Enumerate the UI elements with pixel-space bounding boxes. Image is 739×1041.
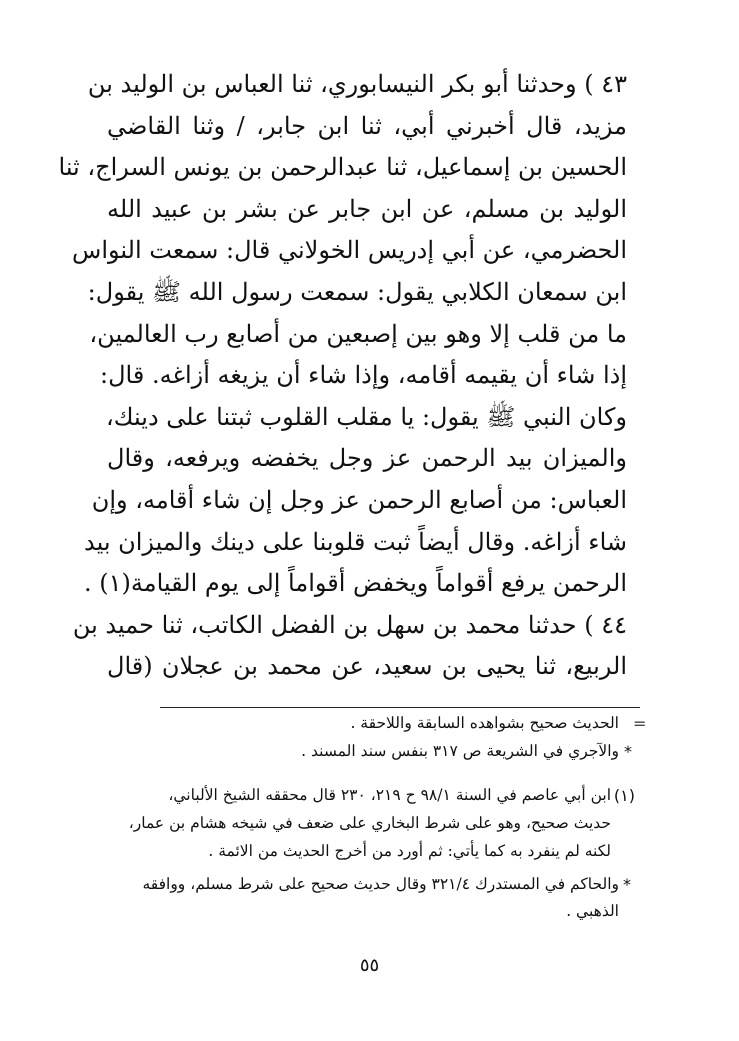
- hadith-text-block: [58, 64, 627, 688]
- footnote-star-mark: *: [624, 742, 632, 761]
- footnote-line: والآجري في الشريعة ص ٣١٧ بنفس سند المسند .: [301, 742, 619, 760]
- footnote-line: الحديث صحيح بشواهده السابقة واللاحقة .: [350, 714, 619, 732]
- text-line: ٤٤ ) حدثنا محمد بن سهل بن الفضل الكاتب، ثنا حميد بن: [72, 610, 627, 639]
- text-line: مزيد، قال أخبرني أبي، ثنا ابن جابر، / وثنا القاضي: [107, 111, 627, 140]
- text-line: والميزان بيد الرحمن عز وجل يخفضه ويرفعه، وقال: [107, 444, 627, 473]
- text-line: الرحمن يرفع أقواماً ويخفض أقواماً إلى يوم القيامة(١) .: [83, 569, 627, 598]
- footnote-line: الذهبي .: [566, 902, 619, 920]
- footnote-divider: [160, 707, 640, 708]
- footnote-line: والحاكم في المستدرك ٣٢١/٤ وقال حديث صحيح على شرط مسلم، ووافقه: [142, 875, 619, 893]
- footnote-star-mark: *: [623, 875, 631, 894]
- text-line: شاء أزاغه. وقال أيضاً ثبت قلوبنا على دينك والميزان بيد: [83, 527, 627, 556]
- text-line: العباس: من أصابع الرحمن عز وجل إن شاء أقامه، وإن: [91, 485, 627, 514]
- text-line: ابن سمعان الكلابي يقول: سمعت رسول الله ﷺ يقول:: [87, 277, 627, 306]
- text-line: الوليد بن مسلم، عن ابن جابر عن بشر بن عبيد الله: [107, 194, 627, 223]
- footnote-number-mark: (١): [613, 786, 635, 805]
- text-line: ٤٣ ) وحدثنا أبو بكر النيسابوري، ثنا العباس بن الوليد بن: [87, 70, 627, 98]
- footnote-line: لكنه لم ينفرد به كما يأتي: ثم أورد من أخرج الحديث من الائمة .: [208, 842, 611, 860]
- text-line: الحضرمي، عن أبي إدريس الخولاني قال: سمعت النواس: [72, 236, 627, 265]
- footnote-line: ابن أبي عاصم في السنة ٩٨/١ ح ٢١٩، ٢٣٠ قال محققه الشيخ الألباني،: [168, 786, 611, 804]
- text-line: إذا شاء أن يقيمه أقامه، وإذا شاء أن يزيغه أزاغه. قال:: [100, 361, 627, 390]
- continuation-mark: =: [633, 714, 647, 733]
- text-line: وكان النبي ﷺ يقول: يا مقلب القلوب ثبتنا على دينك،: [106, 402, 627, 431]
- text-line: الحسين بن إسماعيل، ثنا عبدالرحمن بن يونس السراج، ثنا: [58, 153, 627, 182]
- text-line: الربيع، ثنا يحيى بن سعيد، عن محمد بن عجلان (قال: [107, 652, 627, 681]
- page-number: ٥٥: [359, 955, 380, 976]
- text-line: ما من قلب إلا وهو بين إصبعين من أصابع رب العالمين،: [89, 319, 627, 348]
- footnote-line: حديث صحيح، وهو على شرط البخاري على ضعف في شيخه هشام بن عمار،: [128, 814, 611, 832]
